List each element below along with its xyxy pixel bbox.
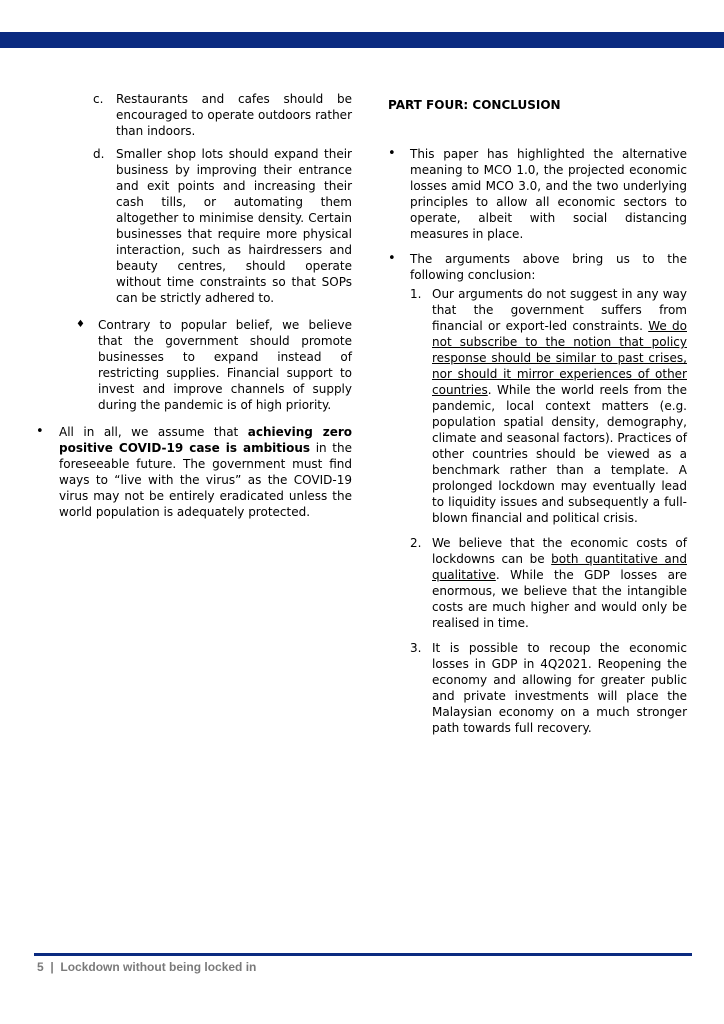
text-run: Our arguments do not suggest in any way that the government suffers from financial or export-led constraints. xyxy=(432,287,687,333)
bullet-text: The arguments above bring us to the following conclusion: xyxy=(410,252,687,282)
number-marker: 2. xyxy=(410,536,422,550)
number-marker: 3. xyxy=(410,641,422,655)
numbered-item-2 xyxy=(388,535,687,631)
diamond-bullet-item xyxy=(34,317,352,413)
right-column xyxy=(388,91,687,745)
list-marker: d. xyxy=(93,147,105,161)
numbered-text xyxy=(432,535,687,631)
running-title: Lockdown without being locked in xyxy=(60,960,257,974)
text-run: All in all, we assume that xyxy=(59,425,248,439)
page-footer xyxy=(37,959,256,975)
numbered-text: It is possible to recoup the economic losses in GDP in 4Q2021. Reopening the economy and allowing for greater public and private investments will place the Malaysian economy on a much stronger path towards full recovery. xyxy=(432,641,687,735)
numbered-item-3 xyxy=(388,640,687,736)
diamond-bullet-icon: ♦ xyxy=(76,319,85,330)
section-heading: PART FOUR: CONCLUSION xyxy=(388,98,561,112)
list-item-d xyxy=(34,146,352,306)
numbered-item-1 xyxy=(388,286,687,526)
number-marker: 1. xyxy=(410,287,422,301)
bullet-icon: • xyxy=(388,251,396,266)
bullet-text: This paper has highlighted the alternative meaning to MCO 1.0, the projected economic losses amid MCO 3.0, and the two underlying principles to allow all economic sectors to operate, albeit with social distancing measures in place. xyxy=(410,147,687,241)
header-bar xyxy=(0,32,724,48)
bullet-item-conclusion xyxy=(388,251,687,283)
bullet-text xyxy=(59,424,352,520)
bold-emphasis: achieving zero positive COVID-19 case is ambitious xyxy=(59,425,352,455)
underlined-emphasis: We do not subscribe to the notion that policy response should be similar to past crises, nor should it mirror experiences of other countries xyxy=(432,319,687,397)
list-item-text: Smaller shop lots should expand their business by improving their entrance and exit points and increasing their cash tills, or automating them altogether to minimise density. Certain businesses that require more physical interaction, such as hairdressers and beauty centres, should operate without time constraints so that SOPs can be strictly adhered to. xyxy=(116,147,352,305)
text-run: . While the GDP losses are enormous, we believe that the intangible costs are much higher and would only be realised in time. xyxy=(432,568,687,630)
bullet-text: Contrary to popular belief, we believe that the government should promote businesses to expand instead of restricting supplies. Financial support to invest and improve channels of supply during the pandemic is of high priority. xyxy=(98,318,352,412)
footer-separator: | xyxy=(50,960,54,974)
page-number: 5 xyxy=(37,960,44,974)
list-item-c xyxy=(34,91,352,139)
left-column xyxy=(34,91,352,520)
list-marker: c. xyxy=(93,92,104,106)
footer-rule xyxy=(34,953,692,956)
underlined-emphasis: both quantitative and qualitative xyxy=(432,552,687,582)
bullet-icon: • xyxy=(388,146,396,161)
bullet-item-summary xyxy=(388,146,687,242)
text-run: . While the world reels from the pandemic, local context matters (e.g. population spatial density, demography, climate and seasonal factors). Practices of other countries should be viewed as a benchmark rather than a template. A prolonged lockdown may eventually lead to liquidity issues and subsequently a full-blown financial and political crisis. xyxy=(432,383,687,525)
list-item-text: Restaurants and cafes should be encouraged to operate outdoors rather than indoors. xyxy=(116,92,352,138)
bullet-icon: • xyxy=(36,424,44,439)
bullet-item-all-in-all xyxy=(34,424,352,520)
text-run: We believe that the economic costs of lockdowns can be xyxy=(432,536,687,566)
text-run: in the foreseeable future. The government must find ways to “live with the virus” as the COVID-19 virus may not be entirely eradicated unless the world population is adequately protected. xyxy=(59,441,353,519)
numbered-text xyxy=(432,286,687,526)
